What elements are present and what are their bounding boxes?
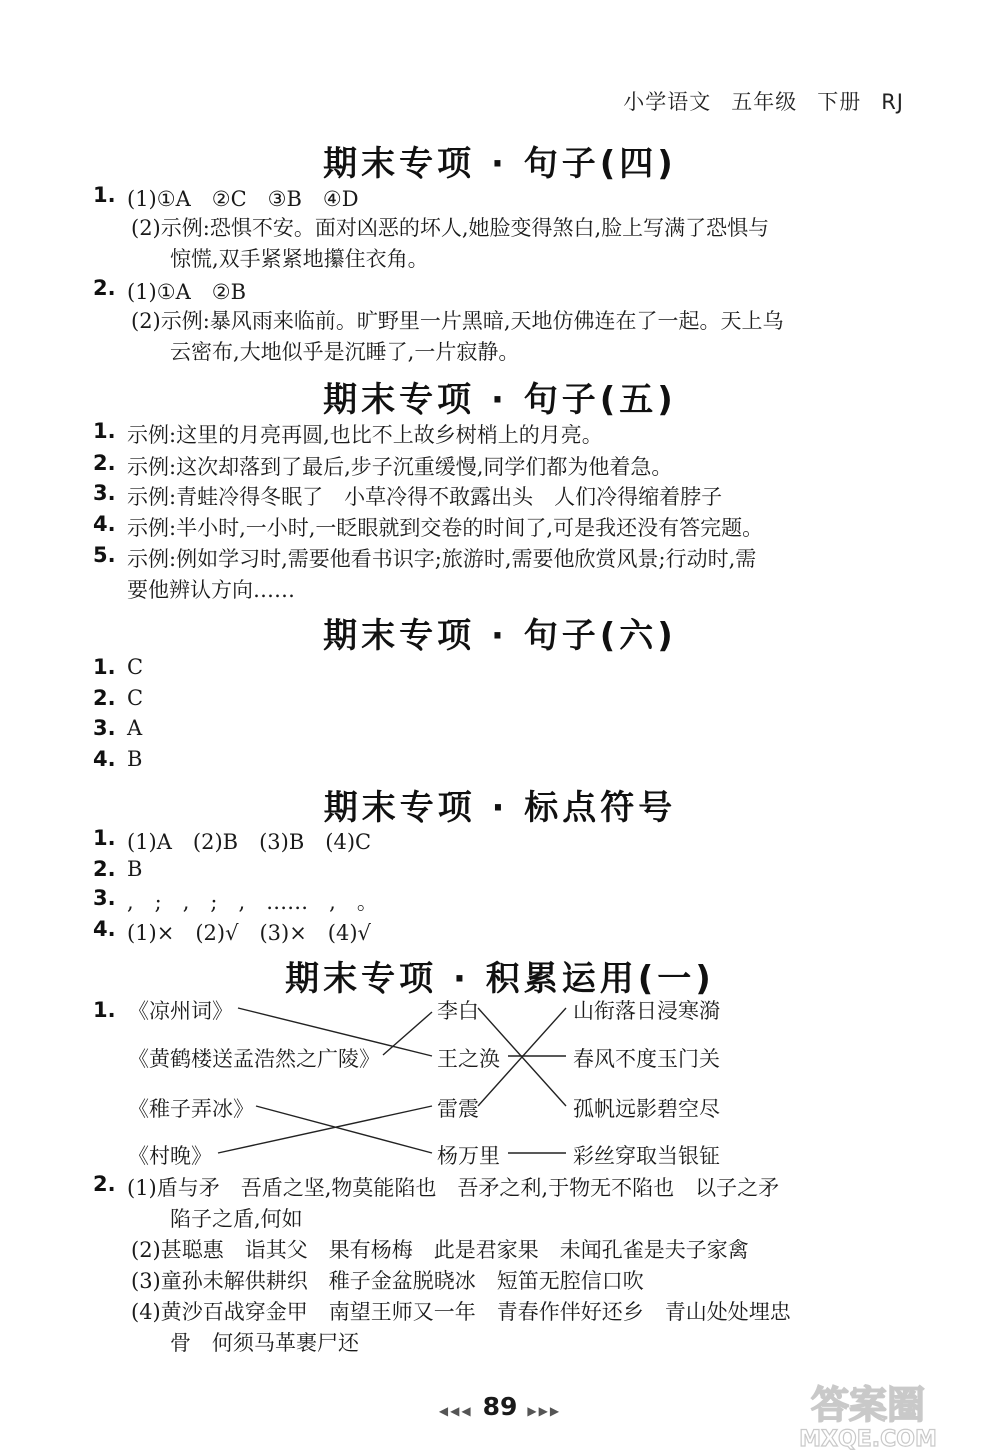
watermark-text-top: 答案圈 — [810, 1383, 926, 1427]
answer-line: 示例:这里的月亮再圆,也比不上故乡树梢上的月亮。 — [127, 423, 603, 447]
question-number: 4. — [93, 512, 116, 536]
answer-line: (3)童孙未解供耕织 稚子金盆脱晓冰 短笛无腔信口吹 — [131, 1269, 644, 1293]
question-number: 3. — [93, 886, 116, 910]
question-number: 1. — [93, 998, 116, 1022]
section-title: 期末专项 · 标点符号 — [323, 788, 677, 828]
answer-line: B — [127, 857, 143, 881]
author-name: 雷震 — [437, 1097, 479, 1121]
answer-line: 示例:半小时,一小时,一眨眼就到交卷的时间了,可是我还没有答完题。 — [127, 516, 764, 540]
question-number: 3. — [93, 716, 116, 740]
answer-line: 云密布,大地似乎是沉睡了,一片寂静。 — [170, 340, 520, 364]
section-title: 期末专项 · 句子(六) — [323, 616, 677, 656]
question-number: 1. — [93, 183, 116, 207]
answer-line: 示例:例如学习时,需要他看书识字;旅游时,需要他欣赏风景;行动时,需 — [127, 547, 757, 571]
answer-line: 陷子之盾,何如 — [170, 1207, 303, 1231]
verse-line: 山衔落日浸寒漪 — [573, 999, 720, 1023]
section-title: 期末专项 · 句子(四) — [323, 144, 677, 184]
verse-line: 春风不度玉门关 — [573, 1047, 720, 1071]
section-title: 期末专项 · 积累运用(一) — [285, 959, 715, 999]
watermark-text-bottom: MXQE.COM — [799, 1427, 937, 1450]
page-number: 89 — [482, 1392, 518, 1421]
answer-line: (1)A (2)B (3)B (4)C — [127, 830, 372, 854]
author-name: 李白 — [437, 999, 479, 1023]
question-number: 2. — [93, 276, 116, 300]
answer-line: (1)①A ②C ③B ④D — [127, 187, 359, 211]
question-number: 4. — [93, 917, 116, 941]
poem-title: 《黄鹤楼送孟浩然之广陵》 — [128, 1047, 380, 1071]
answer-line: 要他辨认方向…… — [127, 578, 295, 602]
answer-line: (1)盾与矛 吾盾之坚,物莫能陷也 吾矛之利,于物无不陷也 以子之矛 — [127, 1176, 780, 1200]
question-number: 2. — [93, 451, 116, 475]
author-name: 杨万里 — [437, 1144, 500, 1168]
answer-line: (4)黄沙百战穿金甲 南望王师又一年 青春作伴好还乡 青山处处埋忠 — [131, 1300, 791, 1324]
answer-line: C — [127, 655, 144, 679]
prev-arrows-icon: ◀◀◀ — [438, 1404, 473, 1418]
match-line-poem4-author3 — [218, 1106, 432, 1153]
volume-label: 下册 — [817, 90, 862, 114]
question-number: 1. — [93, 655, 116, 679]
next-arrows-icon: ▶▶▶ — [527, 1404, 562, 1418]
answer-line: (1)①A ②B — [127, 280, 246, 304]
question-number: 3. — [93, 481, 116, 505]
edition-label: RJ — [881, 90, 904, 114]
section-title: 期末专项 · 句子(五) — [323, 380, 677, 420]
answer-line: , ; , ; , …… , 。 — [127, 890, 378, 914]
answer-line: 骨 何须马革裹尸还 — [170, 1331, 359, 1355]
answer-line: 惊慌,双手紧紧地攥住衣角。 — [170, 247, 429, 271]
verse-line: 孤帆远影碧空尽 — [573, 1097, 720, 1121]
question-number: 2. — [93, 1172, 116, 1196]
watermark-icon — [752, 1378, 984, 1450]
match-line-poem3-author4 — [256, 1106, 432, 1153]
answer-line: 示例:这次却落到了最后,步子沉重缓慢,同学们都为他着急。 — [127, 455, 673, 479]
match-line-poem1-author2 — [238, 1008, 432, 1056]
grade-label: 五年级 — [731, 90, 798, 114]
answer-line: (2)甚聪惠 诣其父 果有杨梅 此是君家果 未闻孔雀是夫子家禽 — [131, 1238, 749, 1262]
poem-title: 《稚子弄冰》 — [128, 1097, 254, 1121]
answer-line: B — [127, 747, 143, 771]
question-number: 2. — [93, 686, 116, 710]
question-number: 2. — [93, 857, 116, 881]
subject-label: 小学语文 — [623, 90, 712, 114]
watermark-logo — [752, 1378, 984, 1450]
verse-line: 彩丝穿取当银钲 — [573, 1144, 720, 1168]
poem-title: 《凉州词》 — [128, 999, 233, 1023]
answer-line: A — [127, 716, 143, 740]
question-number: 4. — [93, 747, 116, 771]
match-line-poem2-author1 — [383, 1012, 432, 1055]
question-number: 1. — [93, 419, 116, 443]
poem-title: 《村晚》 — [128, 1144, 212, 1168]
answer-line: (2)示例:暴风雨来临前。旷野里一片黑暗,天地仿佛连在了一起。天上乌 — [131, 309, 784, 333]
answer-line: 示例:青蛙冷得冬眠了 小草冷得不敢露出头 人们冷得缩着脖子 — [127, 485, 723, 509]
author-name: 王之涣 — [437, 1047, 500, 1071]
question-number: 1. — [93, 826, 116, 850]
answer-line: (2)示例:恐惧不安。面对凶恶的坏人,她脸变得煞白,脸上写满了恐惧与 — [131, 216, 770, 240]
answer-line: C — [127, 686, 144, 710]
answer-line: (1)× (2)√ (3)× (4)√ — [127, 921, 371, 945]
question-number: 5. — [93, 543, 116, 567]
